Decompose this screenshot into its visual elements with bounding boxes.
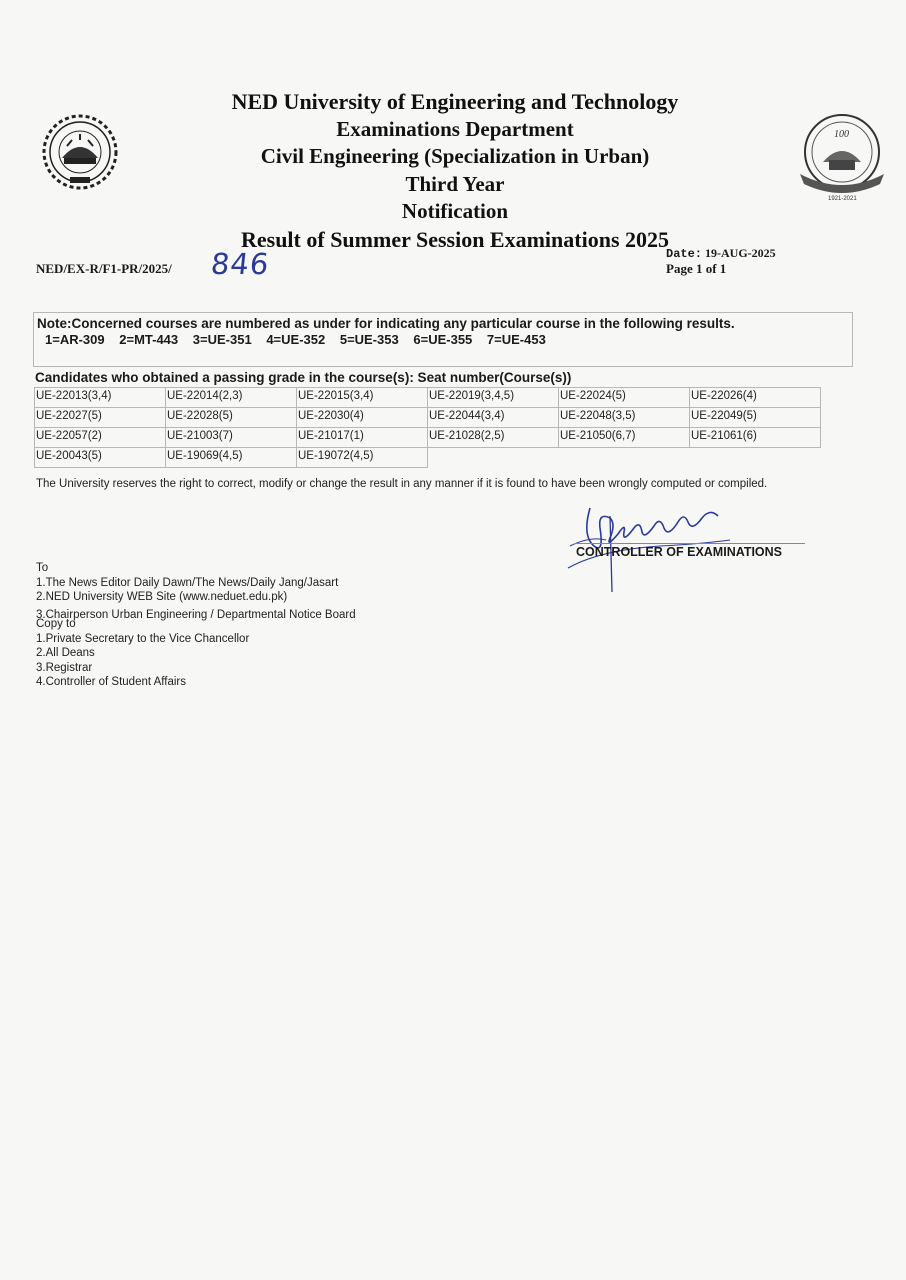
document-header (150, 88, 760, 253)
course-key: 4=UE-352 (266, 332, 326, 347)
list-item: 2.All Deans (36, 647, 95, 659)
course-key: 1=AR-309 (45, 332, 105, 347)
seat-cell: UE-21061(6) (690, 428, 821, 448)
seat-cell: UE-22030(4) (297, 408, 428, 428)
table-row (35, 408, 821, 428)
seat-cell: UE-22048(3,5) (559, 408, 690, 428)
seat-cell: UE-22013(3,4) (35, 388, 166, 408)
table-row (35, 428, 821, 448)
course-key: 5=UE-353 (339, 332, 399, 347)
list-item: 2.NED University WEB Site (www.neduet.edu.pk) (36, 591, 288, 603)
disclaimer-text: The University reserves the right to correct, modify or change the result in any manner if it is found to have been wrongly computed or compiled. (36, 478, 768, 490)
centenary-logo (796, 112, 888, 209)
reference-code: NED/EX-R/F1-PR/2025/ (36, 261, 172, 276)
seat-cell: UE-22026(4) (690, 388, 821, 408)
candidates-title: Candidates who obtained a passing grade in the course(s): Seat number(Course(s)) (35, 370, 572, 385)
handwritten-reference-number: 846 (209, 247, 272, 281)
empty-cell (559, 448, 690, 468)
table-row (35, 388, 821, 408)
program-name: Civil Engineering (Specialization in Urban) (260, 144, 650, 168)
seat-cell: UE-21028(2,5) (428, 428, 559, 448)
empty-cell (690, 448, 821, 468)
seat-cell: UE-22014(2,3) (166, 388, 297, 408)
date-value: 19-AUG-2025 (705, 246, 776, 260)
date-label: Date: (666, 247, 703, 261)
note-title: Note:Concerned courses are numbered as under for indicating any particular course in the following results. (37, 316, 735, 331)
course-key-list (45, 332, 557, 347)
seat-cell: UE-19069(4,5) (166, 448, 297, 468)
course-key: 7=UE-453 (486, 332, 546, 347)
seat-cell: UE-22057(2) (35, 428, 166, 448)
list-item: 4.Controller of Student Affairs (36, 676, 187, 688)
copy-to-label: Copy to (36, 618, 76, 630)
list-item: 1.Private Secretary to the Vice Chancellor (36, 632, 250, 645)
copy-to-list (36, 617, 249, 690)
department-name: Examinations Department (336, 116, 574, 141)
table-row (35, 448, 821, 468)
signature-line (575, 543, 805, 544)
seat-cell: UE-21050(6,7) (559, 428, 690, 448)
date-line (666, 246, 776, 261)
seat-cell: UE-22028(5) (166, 408, 297, 428)
list-item: 1.The News Editor Daily Dawn/The News/Daily Jang/Jasart (36, 576, 339, 589)
to-list (36, 561, 356, 622)
course-note-box (33, 312, 853, 367)
seat-cell: UE-22019(3,4,5) (428, 388, 559, 408)
seat-cell: UE-22015(3,4) (297, 388, 428, 408)
ned-university-logo (34, 114, 126, 195)
seat-cell: UE-21017(1) (297, 428, 428, 448)
result-title: Result of Summer Session Examinations 2025 (240, 226, 670, 252)
to-label: To (36, 562, 49, 574)
seat-cell: UE-20043(5) (35, 448, 166, 468)
svg-text:100: 100 (834, 129, 849, 140)
controller-title: CONTROLLER OF EXAMINATIONS (576, 545, 783, 559)
course-key: 6=UE-355 (413, 332, 473, 347)
year-label: Third Year (405, 171, 505, 196)
seat-cell: UE-22049(5) (690, 408, 821, 428)
svg-text:1921-2021: 1921-2021 (828, 196, 857, 202)
course-key: 2=MT-443 (119, 332, 179, 347)
seat-cell: UE-21003(7) (166, 428, 297, 448)
list-item: 3.Chairperson Urban Engineering / Departmental Notice Board (36, 608, 356, 621)
seat-results-table (34, 387, 821, 468)
course-key: 3=UE-351 (192, 332, 252, 347)
seat-cell: UE-22044(3,4) (428, 408, 559, 428)
university-name: NED University of Engineering and Technology (231, 89, 679, 114)
list-item: 3.Registrar (36, 661, 93, 674)
seat-cell: UE-22027(5) (35, 408, 166, 428)
seat-cell: UE-22024(5) (559, 388, 690, 408)
empty-cell (428, 448, 559, 468)
notice-type: Notification (401, 199, 509, 223)
seat-cell: UE-19072(4,5) (297, 448, 428, 468)
page-indicator: Page 1 of 1 (666, 261, 727, 276)
